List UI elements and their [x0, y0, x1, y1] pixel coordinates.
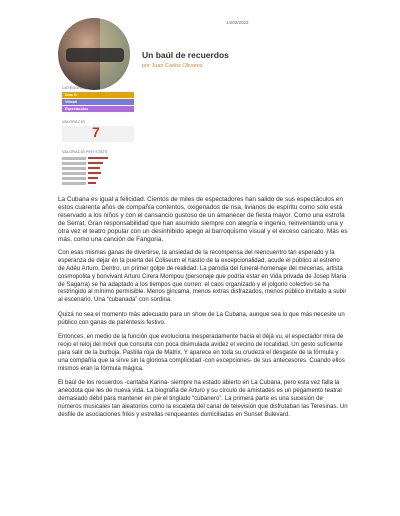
vote-bar [88, 167, 100, 169]
publish-date: 14/02/2022 [226, 20, 249, 25]
vote-label [62, 167, 86, 170]
author-avatar [58, 18, 130, 90]
vote-bar [88, 177, 98, 179]
paragraph: Entonces, en medio de la función que evoluciona inesperadamente hacia el déjà vu, el espectador mira de reojo el reloj del móvil que consulta con poca disimulada avidez el vecino de localidad. Un gesto suficiente para salir de la burbuja. Pastilla roja de Matrix. Y aparece en toda su crudeza el desgaste de la fórmula y una compañía que la sirve sin la gloriosa complicidad -con excepciones- de sus antecesores. Cuando ellos mismos eran la fórmula mágica. [58, 334, 345, 372]
votes-chart [62, 156, 112, 186]
paragraph: Quizá no sea el momento más adecuado para un show de La Cubana, aunque sea lo que más necesite un público con ganas de paréntesis festivo. [58, 311, 345, 326]
rating-value: 7 [92, 124, 100, 140]
vote-label [62, 157, 86, 160]
category-tag[interactable]: Espectáculos [62, 106, 134, 112]
vote-label [62, 177, 86, 180]
vote-row [62, 166, 112, 170]
vote-row [62, 181, 112, 185]
category-list [62, 92, 134, 113]
vote-label [62, 172, 86, 175]
paragraph: La Cubana es igual a felicidad. Cientos de miles de espectadores han salido de sus espectáculos en estos cuarenta años de compañía contentos, oxigenados de risa, livianos de espíritu como sólo está reservado a los niños y con el cansancio gustoso de un amanecer de fiesta mayor. Como una estrofa de Serrat. Gran responsabilidad que han asumido siempre con alegría e ingenio, reinventando una y otra vez el teatro popular con un desinhibido apego al barroquismo visual y el exceso caricato. Más es más, como una canción de Fangoria. [58, 196, 348, 243]
vote-bar [88, 182, 96, 184]
rating-heading: VALORACIÓ [62, 120, 85, 124]
votes-heading: VALORACIÓ PER STATS [62, 150, 108, 154]
vote-row [62, 161, 112, 165]
category-tag[interactable]: Drac D [62, 92, 134, 98]
vote-row [62, 171, 112, 175]
category-tag[interactable]: Vittoall [62, 99, 134, 105]
article-title: Un baúl de recuerdos [142, 50, 229, 60]
paragraph: Con esas mismas ganas de divertirse, la ansiedad de la recompensa del reencuentro tan esperado y la esperanza de dejar en la puerta del Coliseum el hastío de la excepcionalidad, acude el público al estreno de Adéu Arturo. Dentro, un primer golpe de realidad. La parodia del funeral-homenaje del mecenas, artista cosmopolita y bonvivant Arturo Cirera Mompou (personaje que podría estar en Vida privada de Josep Maria de Sagarra) se ha adaptado a los tiempos que corren: el caos organizado y el jolgorio colectivo se ha restringido al mínimo permisible. Menos gincama, menos extras disfrazados, menos público invitado a subir al escenario. Una “cubanada” con sordina. [58, 249, 347, 304]
paragraph: El baúl de los recuerdos -cantaba Karina- siempre ha estado abierto en La Cubana, pero esta vez falla la anécdota que les de nueva vida. La biografía de Arturo y su círculo de amistades es un pegamento teatral demasiado débil para mantener en pie el tinglado “cubanero”. La primera parte es una sucesión de números musicales tan aleatorios como la escaleta del canal de televisión que disfrutaban las Teresinas. Un desfile de asociaciones frikis y estrellas renqueantes domiciliadas en Sunset Bulevard. [58, 380, 348, 418]
vote-label [62, 162, 86, 165]
categories-heading: CATEGORÍAS [62, 86, 88, 90]
article-body [58, 196, 348, 426]
vote-bar [88, 157, 108, 159]
vote-row [62, 156, 112, 160]
vote-bar [88, 172, 101, 174]
author-link[interactable]: por Juan Carlos Olivares [142, 63, 203, 69]
avatar-glasses [66, 48, 124, 62]
vote-bar [88, 162, 103, 164]
vote-row [62, 176, 112, 180]
vote-label [62, 182, 86, 185]
